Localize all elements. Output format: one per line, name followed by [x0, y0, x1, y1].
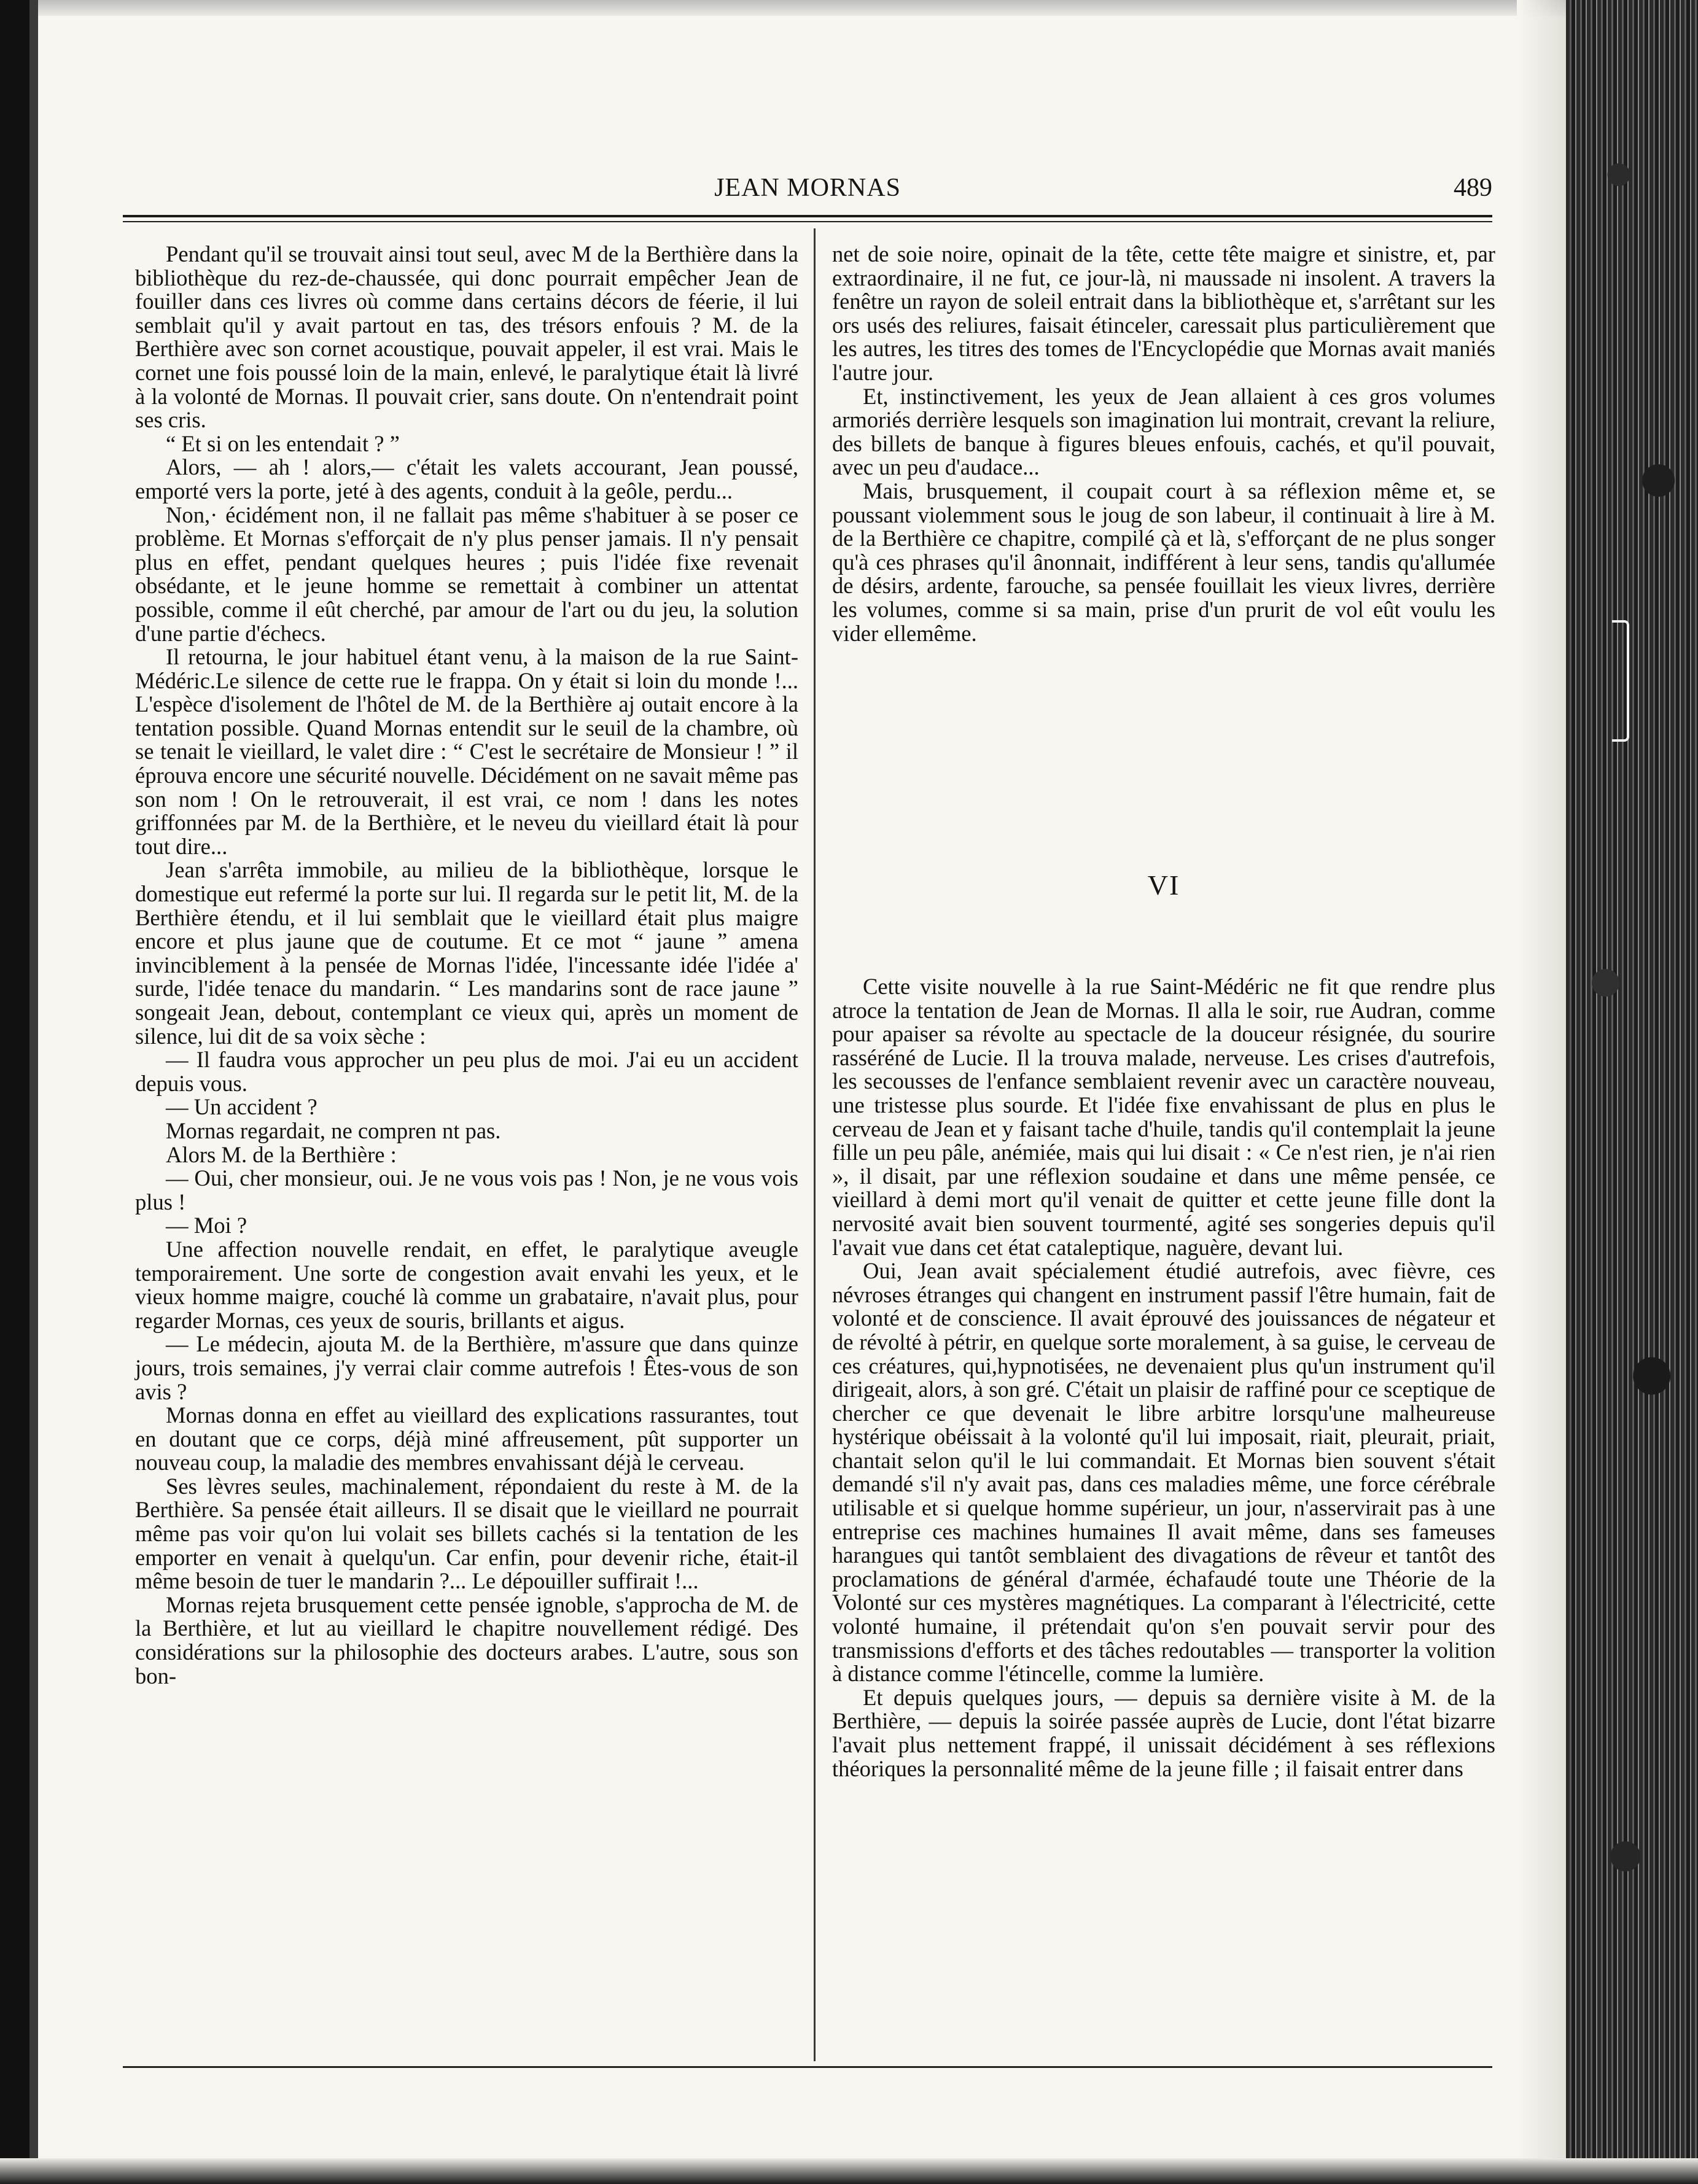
scan-right-fade: [1517, 0, 1566, 2184]
header-rule-thin: [123, 221, 1492, 222]
paragraph: Mornas regardait, ne compren nt pas.: [166, 1117, 501, 1143]
paragraph: — Un accident ?: [166, 1094, 317, 1120]
scan-top-edge: [0, 0, 1698, 16]
paragraph: — Oui, cher monsieur, oui. Je ne vous vois pas ! Non, je ne vous vois plus !: [135, 1165, 798, 1214]
footer-rule: [123, 2066, 1492, 2068]
page-number: 489: [1454, 174, 1492, 202]
right-column-bottom: [832, 975, 1495, 1781]
paragraph: Mornas rejeta brusquement cette pensée ignoble, s'approcha de M. de la Berthière, et lut au vieillard le chapitre nouvellement rédigé. Des considérations sur la philosophie des docteurs arabes. L'autre, sous son bon-: [135, 1591, 798, 1689]
paragraph: Mais, brusquement, il coupait court à sa réflexion même et, se poussant violemment sous le joug de son labeur, il continuait à lire à M. de la Berthière ce chapitre, compilé çà et là, s'efforçant de ne plus songer qu'à ces phrases qu'il ânonnait, indifférent à leur sens, tandis qu'allumée de désirs, ardente, farouche, sa pensée fouillait les vieux livres, derrière les volumes, comme si sa main, prise d'un prurit de vol eût voulu les vider ellemême.: [832, 478, 1495, 646]
paragraph: Et, instinctivement, les yeux de Jean allaient à ces gros volumes armoriés derrière lesquels son imagination lui montrait, crevant la reliure, des billets de banque à figures bleues enfouis, cachés, et qu'il pouvait, avec un peu d'audace...: [832, 383, 1495, 480]
column-divider: [814, 228, 816, 2061]
paragraph: Non,· écidément non, il ne fallait pas même s'habituer à se poser ce problème. Et Mornas s'efforçait de n'y plus penser jamais. Il n'y pensait plus en effet, pendant quelques heures ; puis l'idée fixe revenait obsédante, et le jeune homme se remettait à combiner un attentat possible, comme il eût cherché, par amour de l'art ou du jeu, la solution d'une partie d'échecs.: [135, 502, 798, 646]
paragraph: — Moi ?: [166, 1213, 247, 1238]
paragraph: “ Et si on les entendait ? ”: [166, 430, 400, 456]
scan-right-binding: [1566, 0, 1698, 2184]
paragraph: — Il faudra vous approcher un peu plus de moi. J'ai eu un accident depuis vous.: [135, 1047, 798, 1096]
binding-bracket: [1612, 620, 1629, 742]
paragraph: net de soie noire, opinait de la tête, cette tête maigre et sinistre, et, par extraordinaire, il ne fut, ce jour-là, ni maussade ni insolent. A travers la fenêtre un rayon de soleil entrait dans la bibliothèque et, s'arrêtant sur les ors usés des reliures, faisait étinceler, caressait plus particulièrement que les autres, les titres des tomes de l'Encyclopédie que Mornas avait maniés l'autre jour.: [832, 241, 1495, 385]
scan-bottom-edge: [0, 2158, 1698, 2184]
paragraph: Oui, Jean avait spécialement étudié autrefois, avec fièvre, ces névroses étranges qui changent en instrument passif l'être humain, fait de volonté et de conscience. Il avait éprouvé des jouissances de négateur et de révolté à pétrir, en quelque sorte moralement, à sa guise, le cerveau de ces créatures, qui,hypnotisées, ne devenaient plus qu'un instrument qu'il dirigeait, alors, à son gré. C'était un plaisir de raffiné pour ce sceptique de chercher ce que devenait le libre arbitre lorsqu'une malheureuse hystérique obéissait à la volonté qu'il lui imposait, riait, pleurait, priait, chantait selon qu'il le lui commandait. Et Mornas bien souvent s'était demandé s'il n'y avait pas, dans ces maladies même, une force cérébrale utilisable et si quelque homme supérieur, un jour, n'asservirait pas à une entreprise ces machines humaines Il avait même, dans ses fameuses harangues qui tantôt semblaient des divagations de rêveur et tantôt des proclamations de général d'armée, échafaudé toute une Théorie de la Volonté sur ces mystères magnétiques. La comparant à l'électricité, cette volonté humaine, il prétendait qu'on s'en pouvait servir pour des transmissions d'efforts et des tâches redoutables — transporter la volition à distance comme l'étincelle, comme la lumière.: [832, 1258, 1495, 1687]
paragraph: Mornas donna en effet au vieillard des explications rassurantes, tout en doutant que ce corps, déjà miné affreusement, pût supporter un nouveau coup, la maladie des membres envahissant déjà le cerveau.: [135, 1402, 798, 1475]
paragraph: Une affection nouvelle rendait, en effet, le paralytique aveugle temporairement. Une sorte de congestion avait envahi les yeux, et le vieux homme maigre, couché là comme un grabataire, n'avait plus, pour regarder Mornas, ces yeux de souris, brillants et aigus.: [135, 1236, 798, 1333]
paragraph: Jean s'arrêta immobile, au milieu de la bibliothèque, lorsque le domestique eut refermé la porte sur lui. Il regarda sur le petit lit, M. de la Berthière étendu, et il lui semblait que le vieillard était plus maigre encore et plus jaune que de coutume. Et ce mot “ jaune ” amena invinciblement à la pensée de Mornas l'idée, l'incessante idée l'idée a' surde, l'idée tenace du mandarin. “ Les mandarins sont de race jaune ” songeait Jean, debout, contemplant ce vieux qui, après un moment de silence, lui dit de sa voix sèche :: [135, 857, 798, 1049]
paragraph: Pendant qu'il se trouvait ainsi tout seul, avec M de la Berthière dans la bibliothèque du rez-de-chaussée, qui donc pourrait empêcher Jean de fouiller dans ces livres où comme dans certains décors de féerie, il lui semblait qu'il y avait partout en tas, des trésors enfouis ? M. de la Berthière avec son cornet acoustique, pouvait appeler, il est vrai. Mais le cornet une fois poussé loin de la main, enlevé, le paralytique était là livré à la volonté de Mornas. Il pouvait crier, sans doute. On n'entendrait point ses cris.: [135, 241, 798, 433]
paragraph: Cette visite nouvelle à la rue Saint-Médéric ne fit que rendre plus atroce la tentation de Jean de Mornas. Il alla le soir, rue Audran, comme pour apaiser sa révolte au spectacle de la douceur résignée, du sourire rasséréné de Lucie. Il la trouva malade, nerveuse. Les crises d'autrefois, les secousses de l'enfance semblaient revenir avec un caractère nouveau, une tristesse plus sourde. Et l'idée fixe envahissant de plus en plus le cerveau de Jean et y faisant tache d'huile, tandis qu'il contemplait la jeune fille un peu pâle, anémiée, mais qui lui disait : « Ce n'est rien, je n'ai rien », il disait, par une réflexion soudaine et dans une même pensée, ce vieillard à demi mort qu'il venait de quitter et cette jeune fille dont la nervosité avait bien souvent tourmenté, agité ses songeries depuis qu'il l'avait vue dans cet état cataleptique, naguère, devant lui.: [832, 974, 1495, 1260]
header-rule-thick: [123, 215, 1492, 217]
right-column-top: [832, 243, 1495, 645]
left-column: [135, 243, 798, 1688]
paragraph: Il retourna, le jour habituel étant venu, à la maison de la rue Saint-Médéric.Le silence de cette rue le frappa. On y était si loin du monde !... L'espèce d'isolement de l'hôtel de M. de la Berthière aj outait encore à la tentation possible. Quand Mornas entendit sur le seuil de la chambre, où se tenait le vieillard, le valet dire : “ C'est le secrétaire de Monsieur ! ” il éprouva encore une sécurité nouvelle. Décidément on ne savait même pas son nom ! On le retrouverait, il est vrai, ce nom ! dans les notes griffonnées par M. de la Berthière, et le neveu du vieillard était là pour tout dire...: [135, 644, 798, 859]
page-header: [123, 173, 1492, 210]
paragraph: Ses lèvres seules, machinalement, répondaient du reste à M. de la Berthière. Sa pensée était ailleurs. Il se disait que le vieillard ne pourrait même pas voir qu'on lui volait ses billets cachés si la tentation de les emporter en venait à quelqu'un. Car enfin, pour devenir riche, était-il même besoin de tuer le mandarin ?... Le dépouiller suffirait !...: [135, 1473, 798, 1594]
paragraph: Et depuis quelques jours, — depuis sa dernière visite à M. de la Berthière, — depuis la soirée passée auprès de Lucie, dont l'état bizarre l'avait plus nettement frappé, il unissait décidément à ses réflexions théoriques la personnalité même de la jeune fille ; il faisait entrer dans: [832, 1684, 1495, 1781]
chapter-heading: VI: [1147, 869, 1180, 901]
scan-left-edge: [0, 0, 29, 2184]
scan-left-shadow: [29, 0, 38, 2184]
paragraph: Alors, — ah ! alors,— c'était les valets accourant, Jean poussé, emporté vers la porte, jeté à des agents, conduit à la geôle, perdu...: [135, 454, 798, 503]
paragraph: — Le médecin, ajouta M. de la Berthière, m'assure que dans quinze jours, trois semaines, j'y verrai clair comme autrefois ! Êtes-vous de son avis ?: [135, 1331, 798, 1404]
paragraph: Alors M. de la Berthière :: [166, 1141, 397, 1167]
running-title: JEAN MORNAS: [714, 174, 901, 202]
